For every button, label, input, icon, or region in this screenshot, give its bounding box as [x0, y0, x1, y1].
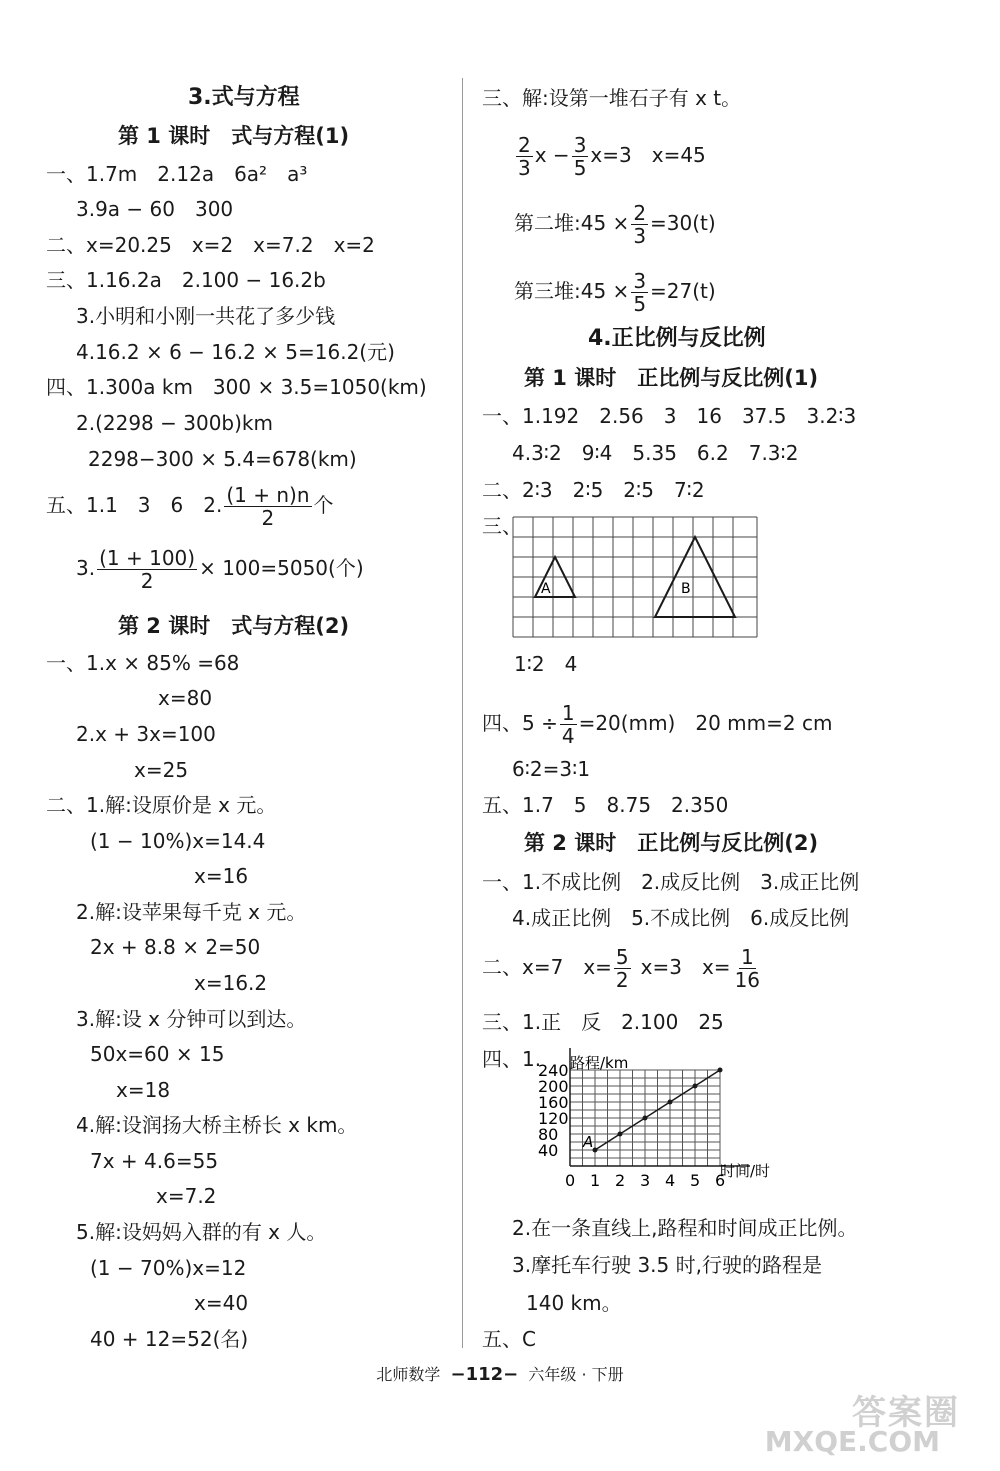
answer-line: 一、1.7m 2.12a 6a² a³ — [46, 162, 308, 186]
answer-line: 3.解:设 x 分钟可以到达。 — [76, 1007, 307, 1031]
answer-line: 4.成正比例 5.不成比例 6.成反比例 — [512, 906, 850, 930]
chart-x-tick-label: 1 — [590, 1171, 601, 1190]
answer-line: 6∶2=3∶1 — [512, 757, 591, 781]
answer-line: 2.在一条直线上,路程和时间成正比例。 — [512, 1216, 858, 1240]
answer-text: × 100=5050(个) — [199, 556, 364, 580]
fraction — [733, 946, 762, 991]
answer-text: 3. — [76, 556, 96, 580]
answer-text: x=3 x=45 — [590, 143, 706, 167]
chart-y-tick-label: 80 — [538, 1125, 559, 1144]
fraction-numerator: 1 — [561, 701, 575, 725]
answer-line: 1∶2 4 — [514, 652, 578, 676]
answer-line: x=40 — [194, 1291, 249, 1315]
answer-line-fraction — [482, 702, 832, 747]
page-footer — [300, 1362, 700, 1385]
answer-line-fraction — [514, 134, 706, 179]
fraction — [224, 484, 311, 529]
fraction-numerator: 2 — [633, 201, 647, 225]
answer-line: 2.(2298 − 300b)km — [76, 411, 273, 435]
triangle-b-label: B — [681, 581, 691, 597]
fraction-numerator: (1 + 100) — [99, 546, 196, 570]
answer-line: x=25 — [134, 758, 189, 782]
answer-line: 7x + 4.6=55 — [90, 1149, 219, 1173]
answer-line: (1 − 10%)x=14.4 — [90, 829, 266, 853]
chart-y-tick-label: 120 — [538, 1109, 569, 1128]
answer-line: 三、1.16.2a 2.100 − 16.2b — [46, 268, 326, 292]
answer-line: 4.3∶2 9∶4 5.35 6.2 7.3∶2 — [512, 441, 799, 465]
chart-point — [643, 1116, 648, 1121]
answer-line: 三、1.正 反 2.100 25 — [482, 1010, 724, 1034]
answer-line: 二、2∶3 2∶5 2∶5 7∶2 — [482, 478, 705, 502]
footer-subject: 北师数学 — [376, 1365, 441, 1384]
fraction — [614, 946, 631, 991]
chart-x-tick-label: 5 — [690, 1171, 701, 1190]
answer-line: 3.小明和小刚一共花了多少钱 — [76, 304, 336, 328]
fraction-denominator: 3 — [633, 224, 647, 248]
fraction-denominator: 4 — [561, 724, 575, 748]
answer-line: x=16.2 — [194, 971, 268, 995]
fraction-denominator: 2 — [261, 506, 275, 530]
fraction-denominator: 3 — [518, 156, 531, 180]
chart-x-tick-label: 3 — [640, 1171, 651, 1190]
answer-line-fraction — [514, 270, 716, 315]
answer-line: x=18 — [116, 1078, 171, 1102]
answer-line: 5.解:设妈妈入群的有 x 人。 — [76, 1220, 327, 1244]
answer-line: 四、1.300a km 300 × 3.5=1050(km) — [46, 375, 427, 399]
answer-line: 一、1.x × 85% =68 — [46, 651, 240, 675]
answer-line: x=80 — [158, 686, 213, 710]
chart-y-tick-label: 200 — [538, 1077, 569, 1096]
chart-y-tick-label: 160 — [538, 1093, 569, 1112]
answer-line: 三、解:设第一堆石子有 x t。 — [482, 86, 742, 110]
lesson2-title: 第 2 课时 式与方程(2) — [118, 614, 350, 638]
answer-line: 五、C — [482, 1327, 536, 1351]
answer-text: =27(t) — [650, 279, 716, 303]
grid-figure — [512, 516, 758, 638]
answer-line-fraction — [514, 202, 716, 247]
answer-line: 2.x + 3x=100 — [76, 722, 216, 746]
fraction-denominator: 5 — [633, 292, 647, 316]
answer-text: =30(t) — [650, 211, 716, 235]
fraction-numerator: 2 — [518, 133, 531, 157]
answer-line: 一、1.不成比例 2.成反比例 3.成正比例 — [482, 870, 860, 894]
page-number: −112− — [450, 1364, 519, 1385]
answer-line: 二、x=20.25 x=2 x=7.2 x=2 — [46, 233, 375, 257]
chart-x-tick-label: 6 — [715, 1171, 726, 1190]
fraction-numerator: 3 — [633, 269, 647, 293]
fraction-numerator: 3 — [573, 133, 587, 157]
chart-point-label: A — [583, 1133, 594, 1151]
answer-line: 3.9a − 60 300 — [76, 197, 234, 221]
fraction — [631, 270, 648, 315]
chart-point — [618, 1132, 623, 1137]
answer-line: 2x + 8.8 × 2=50 — [90, 935, 261, 959]
answer-line: 2.解:设苹果每千克 x 元。 — [76, 900, 307, 924]
fraction-numerator: 1 — [740, 945, 754, 969]
fraction-denominator: 16 — [734, 968, 761, 992]
chart-point — [693, 1084, 698, 1089]
answer-text: 第二堆:45 × — [514, 211, 630, 235]
chart-y-tick-label: 40 — [538, 1141, 559, 1160]
answer-text: 四、5 ÷ — [482, 711, 558, 735]
answer-line: x=7.2 — [156, 1184, 217, 1208]
section-title-equations: 3.式与方程 — [188, 85, 300, 110]
answer-line: 140 km。 — [526, 1291, 622, 1315]
chart-x-tick-label: 0 — [565, 1171, 576, 1190]
answer-text: x − — [534, 143, 570, 167]
fraction-denominator: 2 — [615, 968, 629, 992]
watermark-url: MXQE.COM — [764, 1425, 940, 1458]
answer-label: 三、 — [482, 514, 522, 538]
answer-line: 二、1.解:设原价是 x 元。 — [46, 793, 277, 817]
watermark-logo: 答案圈 — [852, 1393, 960, 1433]
column-divider — [462, 78, 463, 1348]
fraction-numerator: (1 + n)n — [226, 483, 310, 507]
chart-y-tick-label: 240 — [538, 1061, 569, 1080]
answer-label: 四、1. — [482, 1047, 542, 1071]
chart-y-label: 路程/km — [570, 1054, 629, 1072]
fraction — [97, 547, 197, 592]
answer-line: 五、1.7 5 8.75 2.350 — [482, 793, 729, 817]
lesson1-title: 第 1 课时 式与方程(1) — [118, 124, 350, 148]
answer-line: 2298−300 × 5.4=678(km) — [88, 447, 357, 471]
lesson1-title: 第 1 课时 正比例与反比例(1) — [524, 366, 819, 390]
answer-line: 40 + 12=52(名) — [90, 1327, 249, 1351]
fraction-denominator: 5 — [573, 156, 587, 180]
answer-line: x=16 — [194, 864, 249, 888]
answer-text: 个 — [313, 493, 334, 517]
answer-text: 第三堆:45 × — [514, 279, 630, 303]
answer-line: 4.16.2 × 6 − 16.2 × 5=16.2(元) — [76, 340, 395, 364]
answer-line-fraction — [76, 547, 364, 592]
chart-point — [718, 1068, 723, 1073]
distance-time-chart — [520, 1044, 800, 1204]
chart-x-tick-label: 2 — [615, 1171, 626, 1190]
answer-text: 二、x=7 x= — [482, 955, 612, 979]
grid-lines — [513, 517, 757, 637]
fraction — [560, 702, 577, 747]
answer-text: =20(mm) 20 mm=2 cm — [578, 711, 833, 735]
answer-line-fraction — [46, 484, 334, 529]
answer-line: 4.解:设润扬大桥主桥长 x km。 — [76, 1113, 358, 1137]
answer-text: x=3 x= — [640, 955, 731, 979]
section-title-proportion: 4.正比例与反比例 — [588, 326, 766, 351]
lesson2-title: 第 2 课时 正比例与反比例(2) — [524, 831, 819, 855]
fraction-numerator: 5 — [615, 945, 629, 969]
fraction — [631, 202, 648, 247]
fraction — [572, 134, 589, 179]
fraction-denominator: 2 — [140, 569, 154, 593]
chart-point — [668, 1100, 673, 1105]
footer-grade: 六年级 · 下册 — [528, 1365, 624, 1384]
answer-line: 50x=60 × 15 — [90, 1042, 225, 1066]
answer-line-fraction — [482, 946, 764, 991]
answer-line: (1 − 70%)x=12 — [90, 1256, 247, 1280]
chart-x-label: 时间/时 — [720, 1162, 771, 1180]
chart-x-tick-label: 4 — [665, 1171, 676, 1190]
fraction — [516, 134, 533, 179]
answer-text: 五、1.1 3 6 2. — [46, 493, 223, 517]
triangle-a-label: A — [541, 581, 551, 597]
answer-line: 3.摩托车行驶 3.5 时,行驶的路程是 — [512, 1253, 822, 1277]
answer-line: 一、1.192 2.56 3 16 37.5 3.2∶3 — [482, 404, 857, 428]
